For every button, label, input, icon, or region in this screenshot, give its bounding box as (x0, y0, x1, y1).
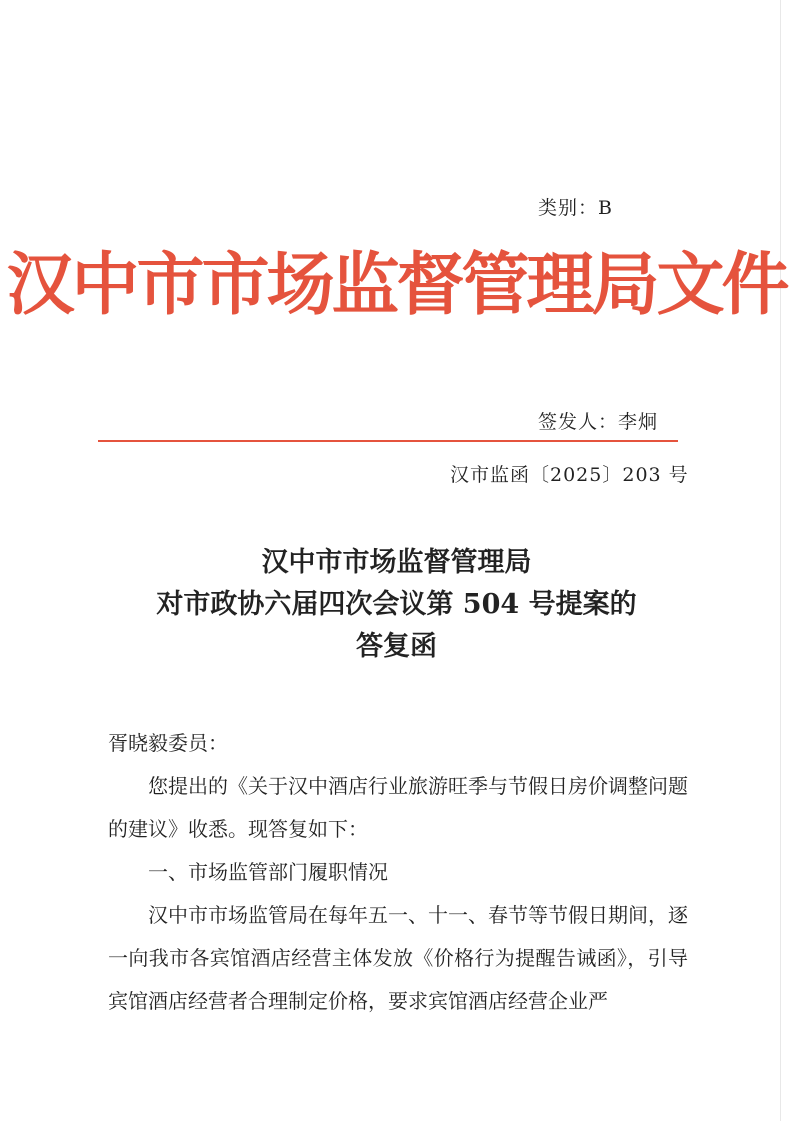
salutation: 胥晓毅委员： (108, 731, 228, 755)
title-line-3: 答复函 (356, 631, 437, 662)
document-category: 类别：B (538, 197, 613, 219)
masthead-divider (98, 440, 678, 442)
document-title (0, 542, 793, 668)
section-heading-1: 一、市场监管部门履职情况 (148, 860, 388, 884)
title-line-2: 对市政协六届四次会议第 504 号提案的 (156, 589, 637, 620)
body-paragraph-1: 您提出的《关于汉中酒店行业旅游旺季与节假日房价调整问题的建议》收悉。现答复如下： (108, 774, 688, 841)
document-signer: 签发人：李炯 (538, 411, 659, 433)
body-paragraph-2: 汉中市市场监管局在每年五一、十一、春节等节假日期间，逐一向我市各宾馆酒店经营主体发放《价格行为提醒告诫函》，引导宾馆酒店经营者合理制定价格，要求宾馆酒店经营企业严 (108, 903, 688, 1013)
document-body (108, 722, 688, 1023)
document-number: 汉市监函〔2025〕203 号 (450, 464, 689, 486)
document-masthead: 汉中市市场监督管理局文件 (6, 246, 787, 325)
title-line-1: 汉中市市场监督管理局 (261, 547, 532, 578)
